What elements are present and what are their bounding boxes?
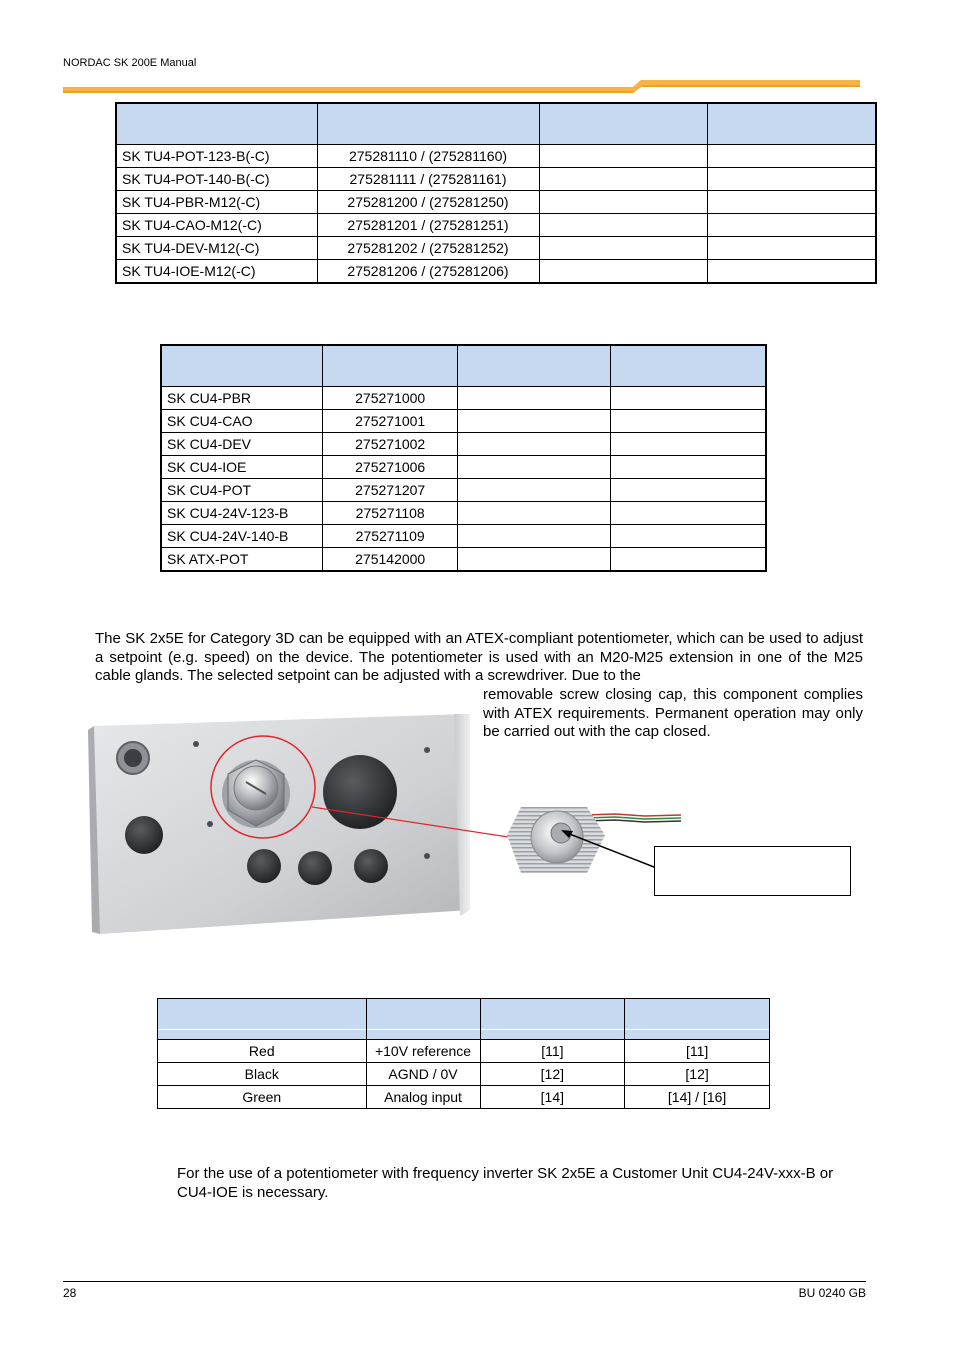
cell-name: SK TU4-CAO-M12(-C) bbox=[116, 214, 317, 237]
cell-number: 275281111 / (275281161) bbox=[317, 168, 539, 191]
cell-function: Analog input bbox=[366, 1086, 480, 1109]
cell-number: 275271109 bbox=[323, 525, 458, 548]
table-row bbox=[161, 410, 766, 433]
header-accent-bar bbox=[63, 78, 860, 96]
cell-wire-color: Red bbox=[158, 1040, 367, 1063]
cell-name: SK TU4-POT-140-B(-C) bbox=[116, 168, 317, 191]
table-row bbox=[161, 525, 766, 548]
atex-paragraph-wrap: removable screw closing cap, this component complies with ATEX requirements. Permanent operation may only be carried out with the cap closed. bbox=[483, 686, 863, 740]
cell-name: SK CU4-24V-140-B bbox=[161, 525, 323, 548]
table-row bbox=[161, 548, 766, 572]
cell-name: SK CU4-CAO bbox=[161, 410, 323, 433]
callout-box bbox=[654, 846, 851, 896]
table-row bbox=[158, 1086, 770, 1109]
table-header-row bbox=[116, 103, 876, 145]
table-row bbox=[116, 237, 876, 260]
cell-wire-color: Black bbox=[158, 1063, 367, 1086]
table-row bbox=[158, 1040, 770, 1063]
cell-number: 275271207 bbox=[323, 479, 458, 502]
table-row bbox=[161, 387, 766, 410]
cell-terminal: [11] bbox=[625, 1040, 770, 1063]
cell-function: +10V reference bbox=[366, 1040, 480, 1063]
cell-terminal: [12] bbox=[625, 1063, 770, 1086]
cell-name: SK TU4-IOE-M12(-C) bbox=[116, 260, 317, 284]
cell-number: 275271006 bbox=[323, 456, 458, 479]
cell-name: SK ATX-POT bbox=[161, 548, 323, 572]
cell-number: 275281110 / (275281160) bbox=[317, 145, 539, 168]
cell-name: SK CU4-24V-123-B bbox=[161, 502, 323, 525]
cell-number: 275271001 bbox=[323, 410, 458, 433]
cu4-modules-table bbox=[160, 344, 767, 572]
cell-name: SK CU4-PBR bbox=[161, 387, 323, 410]
wiring-table bbox=[157, 998, 770, 1109]
table-row bbox=[161, 479, 766, 502]
cell-number: 275281200 / (275281250) bbox=[317, 191, 539, 214]
cell-terminal: [14] / [16] bbox=[625, 1086, 770, 1109]
cell-wire-color: Green bbox=[158, 1086, 367, 1109]
table-row bbox=[161, 433, 766, 456]
table-row bbox=[116, 260, 876, 284]
cell-number: 275281202 / (275281252) bbox=[317, 237, 539, 260]
document-title: NORDAC SK 200E Manual bbox=[63, 57, 197, 69]
footer-divider bbox=[63, 1281, 866, 1282]
cell-function: AGND / 0V bbox=[366, 1063, 480, 1086]
cell-name: SK TU4-PBR-M12(-C) bbox=[116, 191, 317, 214]
cell-number: 275271000 bbox=[323, 387, 458, 410]
table-row bbox=[161, 456, 766, 479]
cell-number: 275271002 bbox=[323, 433, 458, 456]
cell-terminal: [12] bbox=[480, 1063, 625, 1086]
table-header-row bbox=[161, 345, 766, 387]
atex-paragraph: The SK 2x5E for Category 3D can be equipped with an ATEX-compliant potentiometer, which can be used to adjust a setpoint (e.g. speed) on the device. The potentiometer is used with an M20-M25 extension in one of the M25 cable glands. The selected setpoint can be adjusted with a screwdriver. Due to the bbox=[95, 630, 863, 684]
table-header-row bbox=[158, 999, 770, 1040]
tu4-modules-table bbox=[115, 102, 877, 284]
customer-unit-note: For the use of a potentiometer with frequency inverter SK 2x5E a Customer Unit CU4-24V-xxx-B or CU4-IOE is necessary. bbox=[177, 1165, 834, 1201]
table-row bbox=[161, 502, 766, 525]
table-row bbox=[116, 191, 876, 214]
cell-number: 275281201 / (275281251) bbox=[317, 214, 539, 237]
cell-name: SK TU4-POT-123-B(-C) bbox=[116, 145, 317, 168]
cell-number: 275281206 / (275281206) bbox=[317, 260, 539, 284]
cell-terminal: [14] bbox=[480, 1086, 625, 1109]
table-row bbox=[116, 168, 876, 191]
cell-name: SK CU4-POT bbox=[161, 479, 323, 502]
cell-terminal: [11] bbox=[480, 1040, 625, 1063]
table-row bbox=[116, 214, 876, 237]
table-row bbox=[158, 1063, 770, 1086]
document-id: BU 0240 GB bbox=[798, 1286, 866, 1300]
cell-name: SK CU4-IOE bbox=[161, 456, 323, 479]
table-row bbox=[116, 145, 876, 168]
cell-number: 275271108 bbox=[323, 502, 458, 525]
connector-line bbox=[310, 805, 520, 845]
cell-number: 275142000 bbox=[323, 548, 458, 572]
page-number: 28 bbox=[63, 1286, 77, 1300]
cell-name: SK CU4-DEV bbox=[161, 433, 323, 456]
cell-name: SK TU4-DEV-M12(-C) bbox=[116, 237, 317, 260]
callout-arrow bbox=[555, 825, 665, 875]
